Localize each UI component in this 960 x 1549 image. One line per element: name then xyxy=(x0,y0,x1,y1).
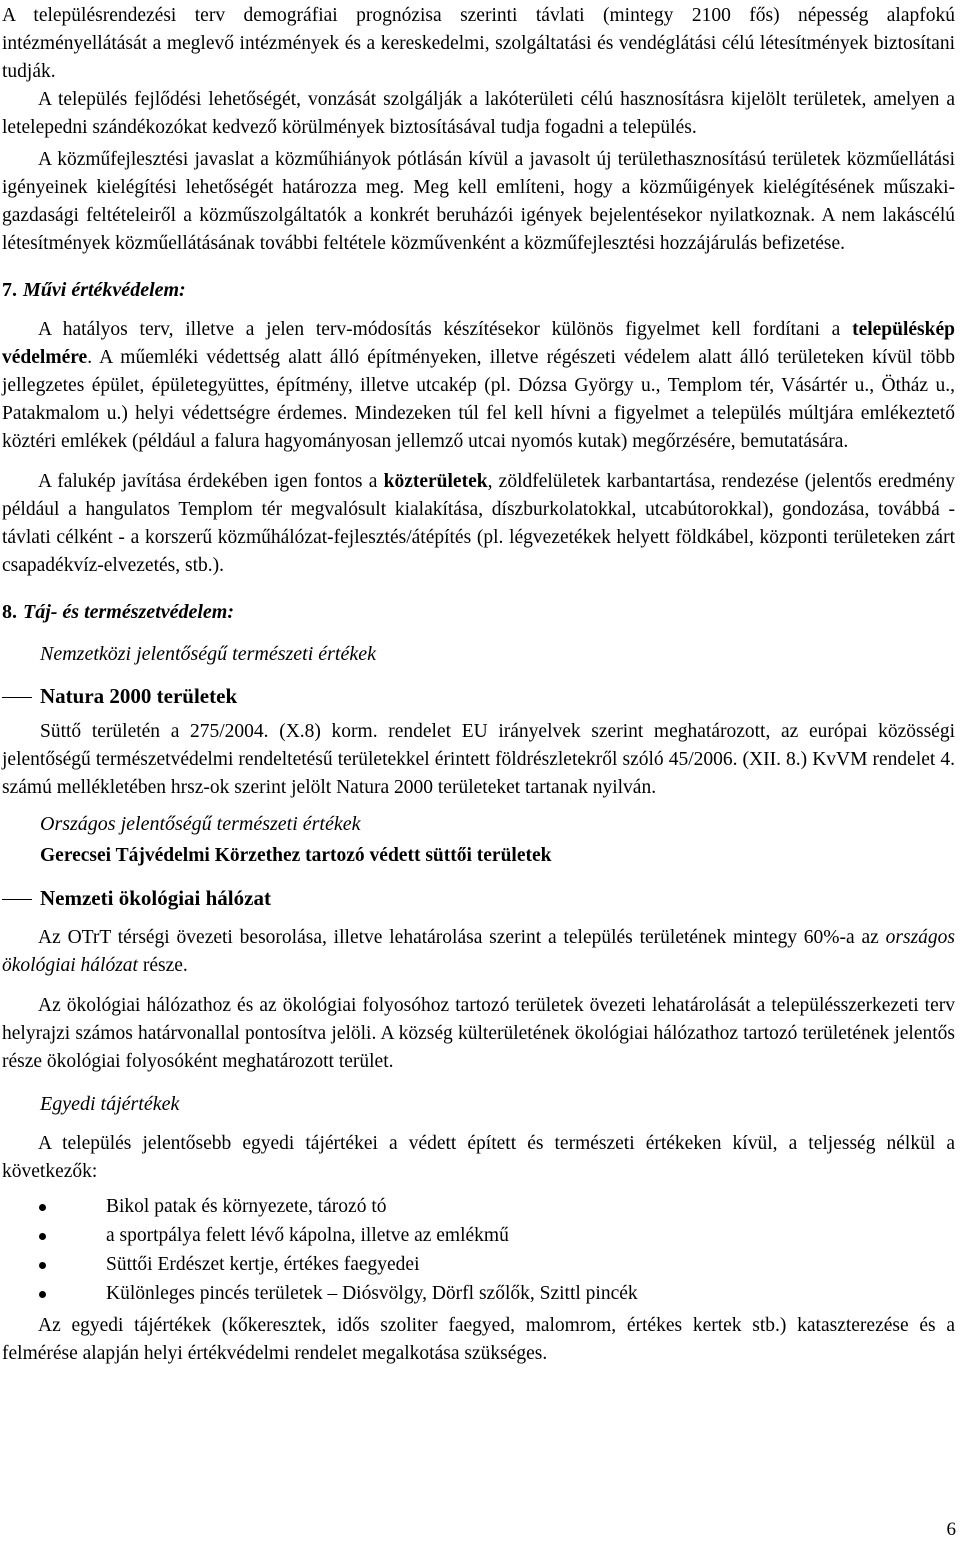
bullet-icon xyxy=(39,1204,46,1211)
list-item-text: Bikol patak és környezete, tározó tó xyxy=(106,1196,387,1217)
gerecse-line: Gerecsei Tájvédelmi Körzethez tartozó védett süttői területek xyxy=(40,845,552,866)
bullet-icon xyxy=(39,1262,46,1269)
section-heading-8 xyxy=(2,598,960,626)
bullet-icon xyxy=(39,1291,46,1298)
list-item xyxy=(0,1192,960,1221)
text-run: . A műemléki védettség alatt álló építményeken, illetve régészeti védelem alatt álló területeken kívül több jellegzetes épület, épületegyüttes, építmény, illetve utcakép (pl. Dózsa György u., Templom tér, Vásártér u., Ötház u., Patakmalom u.) helyi védettségre érdemes. Mindezeken túl fel kell hívni a figyelmet a település múltjára emlékeztető köztéri emlékek (például a falura hagyományosan jellemző utcai nyomós kutak) megőrzésére, bemutatására. xyxy=(2,347,955,452)
paragraph-utilities: A közműfejlesztési javaslat a közműhiányok pótlásán kívül a javasolt új területhasznosítású területek közműellátási igényeinek kielégítési lehetőségét határozza meg. Meg kell említeni, hogy a közműigények kielégítésének műszaki-gazdasági feltételeiről a közműszolgáltatók a konkrét beruházói igények bejelentésekor nyilatkoznak. A nem lakáscélú létesítmények közműellátásának további feltétele közművenként a közműfejlesztési hozzájárulás befizetése. xyxy=(2,149,955,254)
dash-heading-text: Natura 2000 területek xyxy=(40,684,238,708)
subheading-national: Országos jelentőségű természeti értékek xyxy=(40,813,361,835)
text-run: Az OTrT térségi övezeti besorolása, illetve lehatárolása szerint a település területének mintegy 60%-a az xyxy=(38,927,886,948)
bold-run: közterületek xyxy=(383,471,488,492)
landscape-value-list xyxy=(0,1192,960,1308)
section-number: 7. xyxy=(2,279,17,301)
bold-run: településkép védelmére xyxy=(2,319,955,368)
paragraph-natura: Süttő területén a 275/2004. (X.8) korm. rendelet EU irányelvek szerint meghatározott, az európai közösségi jelentőségű természetvédelmi rendeltetésű területekkel érintett földrészletekről szóló 45/2006. (XII. 8.) KvVM rendelet 4. számú mellékletében hrsz-ok szerint jelölt Natura 2000 területeket tartanak nyilván. xyxy=(2,721,955,798)
italic-run: országos ökológiai hálózat xyxy=(2,927,955,976)
list-item xyxy=(0,1279,960,1308)
dash-heading-ecological xyxy=(2,884,960,912)
text-run: , zöldfelületek karbantartása, rendezése (jelentős eredmény például a hangulatos Templom tér megvalósult kialakítása, díszburkolatokkal, utcabútorokkal), gondozása, továbbá - távlati célként - a korszerű közműhálózat-fejlesztés/átépítés (pl. légvezetékek helyett földkábel, központi területeken zárt csapadékvíz-elvezetés, stb.). xyxy=(2,471,955,576)
paragraph-demography: A településrendezési terv demográfiai prognózisa szerinti távlati (mintegy 2100 fős) népesség alapfokú intézményellátását a meglevő intézmények és a kereskedelmi, szolgáltatási és vendéglátási célú létesítmények biztosítani tudják. xyxy=(2,5,955,82)
list-item xyxy=(0,1250,960,1279)
text-run: része. xyxy=(137,955,188,976)
dash-heading-text: Nemzeti ökológiai hálózat xyxy=(40,886,271,910)
paragraph-development: A település fejlődési lehetőségét, vonzását szolgálják a lakóterületi célú hasznosításra kijelölt területek, amelyen a letelepedni szándékozókat kedvező körülmények biztosításával tudja fogadni a település. xyxy=(2,89,955,138)
paragraph-ecological-corridor: Az ökológiai hálózathoz és az ökológiai folyosóhoz tartozó területek övezeti lehatárolását a településszerkezeti terv helyrajzi számos határvonallal pontosítva jelöli. A község külterületének ökológiai hálózathoz tartozó területének jelentős része ökológiai folyosóként meghatározott terület. xyxy=(2,995,955,1072)
paragraph-cadastre: Az egyedi tájértékek (kőkeresztek, idős szoliter faegyed, malomrom, értékes kertek stb.) kataszterezése és a felmérése alapján helyi értékvédelmi rendelet megalkotása szükséges. xyxy=(2,1315,955,1364)
page-number: 6 xyxy=(946,1519,956,1540)
paragraph-otrt xyxy=(2,924,955,980)
paragraph-townscape xyxy=(2,316,955,456)
bullet-icon xyxy=(39,1233,46,1240)
section-number: 8. xyxy=(2,601,17,623)
dash-marker xyxy=(2,899,32,900)
subheading-international: Nemzetközi jelentőségű természeti értékek xyxy=(40,643,376,665)
paragraph-public-spaces xyxy=(2,468,955,580)
list-item-text: Különleges pincés területek – Diósvölgy, Dörfl szőlők, Szittl pincék xyxy=(106,1283,638,1304)
dash-heading-natura xyxy=(2,682,960,710)
text-run: A falukép javítása érdekében igen fontos a xyxy=(38,471,384,492)
list-item-text: Süttői Erdészet kertje, értékes faegyedei xyxy=(106,1254,420,1275)
subheading-individual: Egyedi tájértékek xyxy=(40,1093,180,1115)
paragraph-individual-values: A település jelentősebb egyedi tájértékei a védett épített és természeti értékeken kívül, a teljesség nélkül a következők: xyxy=(2,1133,955,1182)
text-run: A hatályos terv, illetve a jelen terv-módosítás készítésekor különös figyelmet kell fordítani a xyxy=(38,319,853,340)
dash-marker xyxy=(2,697,32,698)
section-title: Művi értékvédelem: xyxy=(23,279,186,301)
section-heading-7 xyxy=(2,276,960,304)
section-title: Táj- és természetvédelem: xyxy=(23,601,235,623)
list-item xyxy=(0,1221,960,1250)
list-item-text: a sportpálya felett lévő kápolna, illetve az emlékmű xyxy=(106,1225,509,1246)
